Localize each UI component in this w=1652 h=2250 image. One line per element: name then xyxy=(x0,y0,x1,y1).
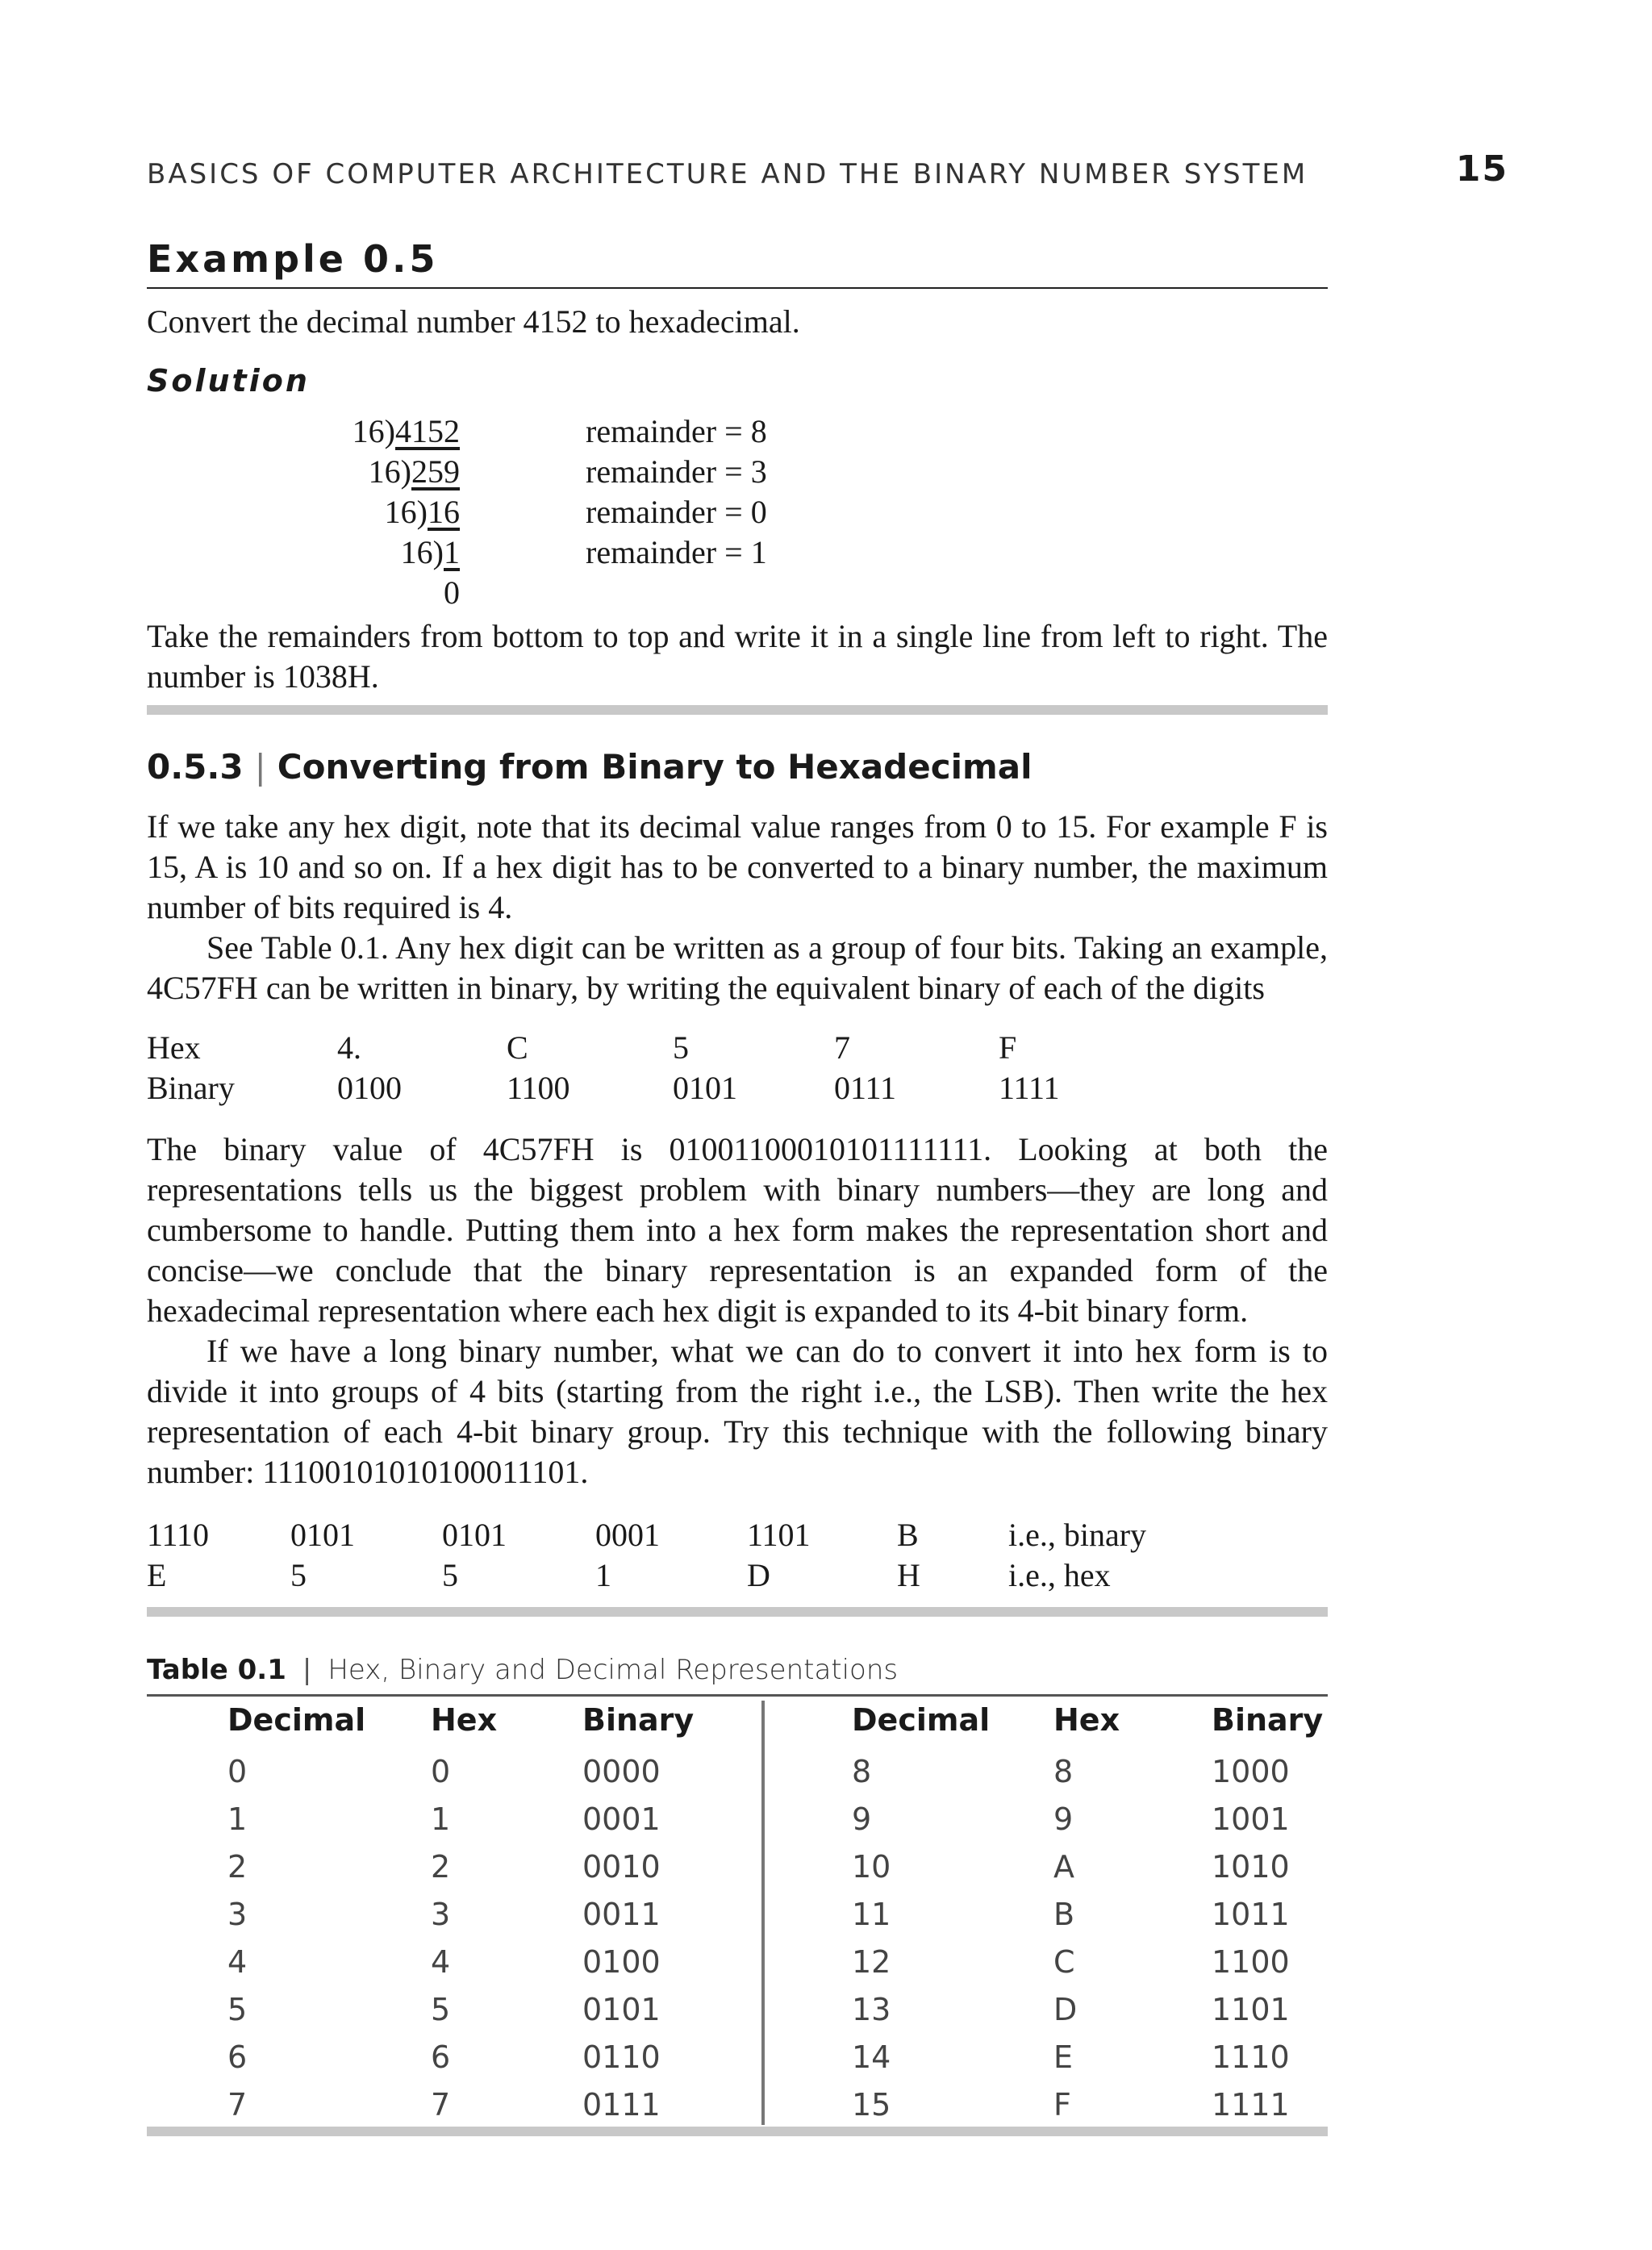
cell: H xyxy=(897,1557,920,1593)
table-cell: 10 xyxy=(852,1849,891,1885)
cell: 5 xyxy=(290,1557,307,1593)
section-body-top xyxy=(147,807,1328,1008)
cell: F xyxy=(999,1029,1017,1066)
table-label: Table 0.1 xyxy=(147,1654,286,1686)
table-cell: 12 xyxy=(852,1944,891,1980)
table-cell: 4 xyxy=(431,1944,451,1980)
table-cell: F xyxy=(1053,2087,1071,2123)
table-cell: 15 xyxy=(852,2087,891,2123)
cell: 0101 xyxy=(290,1517,355,1553)
table-header-cell: Binary xyxy=(1212,1702,1324,1738)
section-title: Converting from Binary to Hexadecimal xyxy=(277,747,1032,787)
cell: 1101 xyxy=(747,1517,811,1553)
table-cell: 0001 xyxy=(582,1801,661,1837)
table-top-rule xyxy=(147,1694,1328,1697)
table-cell: 13 xyxy=(852,1992,891,2027)
group-hex-row xyxy=(0,1555,1652,1596)
solution-label: Solution xyxy=(147,363,310,399)
table-caption-text: Hex, Binary and Decimal Representations xyxy=(327,1654,899,1686)
table-cell: 0110 xyxy=(582,2039,661,2075)
table-cell: 1000 xyxy=(1212,1754,1290,1789)
section-body-bottom xyxy=(147,1129,1328,1492)
example-title-rule xyxy=(147,287,1328,289)
paragraph: If we take any hex digit, note that its decimal value ranges from 0 to 15. For example F is 15, A is 10 and so on. If a hex digit has to be converted to a binary number, the maximum number of bits required is 4. xyxy=(147,808,1328,925)
paragraph: If we have a long binary number, what we can do to convert it into hex form is to divide it into groups of 4 bits (starting from the right i.e., the LSB). Then write the hex representation of each 4-bit binary group. Try this technique with the following binary number: 11100101010100011101. xyxy=(147,1333,1328,1490)
table-caption xyxy=(147,1654,898,1686)
table-cell: 5 xyxy=(227,1992,248,2027)
table-cell: 11 xyxy=(852,1897,891,1932)
table-cell: 3 xyxy=(227,1897,248,1932)
table-bottom-rule xyxy=(147,2127,1328,2136)
running-header: BASICS OF COMPUTER ARCHITECTURE AND THE BINARY NUMBER SYSTEM xyxy=(147,158,1308,190)
table-header-cell: Hex xyxy=(1053,1702,1120,1738)
table-cell: 4 xyxy=(227,1944,248,1980)
table-header-cell: Decimal xyxy=(852,1702,991,1738)
table-cell: B xyxy=(1053,1897,1075,1932)
table-cell: 0 xyxy=(431,1754,451,1789)
table-cell: 0000 xyxy=(582,1754,661,1789)
table-cell: 9 xyxy=(1053,1801,1074,1837)
group-binary-row xyxy=(0,1515,1652,1555)
cell: Binary xyxy=(147,1070,235,1106)
cell: 1111 xyxy=(999,1070,1060,1106)
cell: 0100 xyxy=(337,1070,402,1106)
table-cell: 0111 xyxy=(582,2087,661,2123)
division-step: 16)1 xyxy=(400,534,460,570)
table-cell: 1011 xyxy=(1212,1897,1290,1932)
table-cell: 1111 xyxy=(1212,2087,1290,2123)
division-step: 16)4152 xyxy=(352,413,460,449)
table-cell: 1100 xyxy=(1212,1944,1290,1980)
page-number: 15 xyxy=(1455,148,1508,190)
cell: C xyxy=(507,1029,528,1066)
table-cell: 8 xyxy=(852,1754,872,1789)
section-separator: | xyxy=(254,747,266,787)
paragraph: See Table 0.1. Any hex digit can be written as a group of four bits. Taking an example, 4C57FH can be written in binary, by writing the equivalent binary of each of the digits xyxy=(147,929,1328,1006)
division-remainder: remainder = 1 xyxy=(586,534,767,570)
table-cell: 9 xyxy=(852,1801,872,1837)
table-cell: 7 xyxy=(431,2087,451,2123)
section-number: 0.5.3 xyxy=(147,747,244,787)
table-cell: 8 xyxy=(1053,1754,1074,1789)
example-question: Convert the decimal number 4152 to hexadecimal. xyxy=(147,303,800,340)
table-header-cell: Hex xyxy=(431,1702,498,1738)
table-cell: 1001 xyxy=(1212,1801,1290,1837)
binary-row xyxy=(0,1068,1652,1108)
table-header-cell: Binary xyxy=(582,1702,695,1738)
cell: 1100 xyxy=(507,1070,570,1106)
table-cell: 6 xyxy=(431,2039,451,2075)
table-caption-separator: | xyxy=(302,1654,312,1686)
example-end-rule xyxy=(147,705,1328,715)
section-end-rule xyxy=(147,1607,1328,1617)
table-cell: 6 xyxy=(227,2039,248,2075)
cell: 7 xyxy=(834,1029,850,1066)
cell: 4. xyxy=(337,1029,361,1066)
cell: 5 xyxy=(673,1029,689,1066)
cell: i.e., binary xyxy=(1008,1517,1147,1553)
table-cell: 0100 xyxy=(582,1944,661,1980)
division-final-quotient: 0 xyxy=(444,574,460,611)
table-cell: 2 xyxy=(227,1849,248,1885)
table-cell: 14 xyxy=(852,2039,891,2075)
cell: 0111 xyxy=(834,1070,897,1106)
division-remainder: remainder = 8 xyxy=(586,413,767,449)
table-cell: 1110 xyxy=(1212,2039,1290,2075)
table-cell: 5 xyxy=(431,1992,451,2027)
division-step: 16)16 xyxy=(384,494,460,530)
example-title: Example 0.5 xyxy=(147,237,439,281)
table-cell: C xyxy=(1053,1944,1075,1980)
table-cell: 0101 xyxy=(582,1992,661,2027)
cell: 1110 xyxy=(147,1517,210,1553)
cell: Hex xyxy=(147,1029,201,1066)
table-cell: 1 xyxy=(431,1801,451,1837)
table-cell: 1010 xyxy=(1212,1849,1290,1885)
table-header-cell: Decimal xyxy=(227,1702,366,1738)
table-cell: 2 xyxy=(431,1849,451,1885)
cell: i.e., hex xyxy=(1008,1557,1111,1593)
cell: 1 xyxy=(595,1557,611,1593)
table-cell: 1 xyxy=(227,1801,248,1837)
example-conclusion: Take the remainders from bottom to top and write it in a single line from left to right. The number is 1038H. xyxy=(147,618,1328,695)
table-cell: 3 xyxy=(431,1897,451,1932)
cell: 0101 xyxy=(673,1070,737,1106)
table-cell: 7 xyxy=(227,2087,248,2123)
cell: E xyxy=(147,1557,167,1593)
cell: 0101 xyxy=(442,1517,507,1553)
division-remainder: remainder = 3 xyxy=(586,453,767,490)
table-cell: A xyxy=(1053,1849,1074,1885)
section-heading xyxy=(147,747,1032,787)
cell: 0001 xyxy=(595,1517,660,1553)
cell: 5 xyxy=(442,1557,458,1593)
cell: D xyxy=(747,1557,770,1593)
table-cell: 0010 xyxy=(582,1849,661,1885)
table-cell: E xyxy=(1053,2039,1074,2075)
hex-row xyxy=(0,1028,1652,1068)
table-cell: 1101 xyxy=(1212,1992,1290,2027)
paragraph: The binary value of 4C57FH is 01001100010101111111. Looking at both the representations tells us the biggest problem with binary numbers—they are long and cumbersome to handle. Putting them into a hex form makes the representation short and concise—we conclude that the binary representation is an expanded form of the hexadecimal representation where each hex digit is expanded to its 4-bit binary form. xyxy=(147,1131,1328,1329)
table-cell: 0 xyxy=(227,1754,248,1789)
table-column-divider xyxy=(761,1701,765,2125)
division-step: 16)259 xyxy=(368,453,460,490)
table-cell: 0011 xyxy=(582,1897,661,1932)
division-remainder: remainder = 0 xyxy=(586,494,767,530)
table-cell: D xyxy=(1053,1992,1078,2027)
cell: B xyxy=(897,1517,919,1553)
